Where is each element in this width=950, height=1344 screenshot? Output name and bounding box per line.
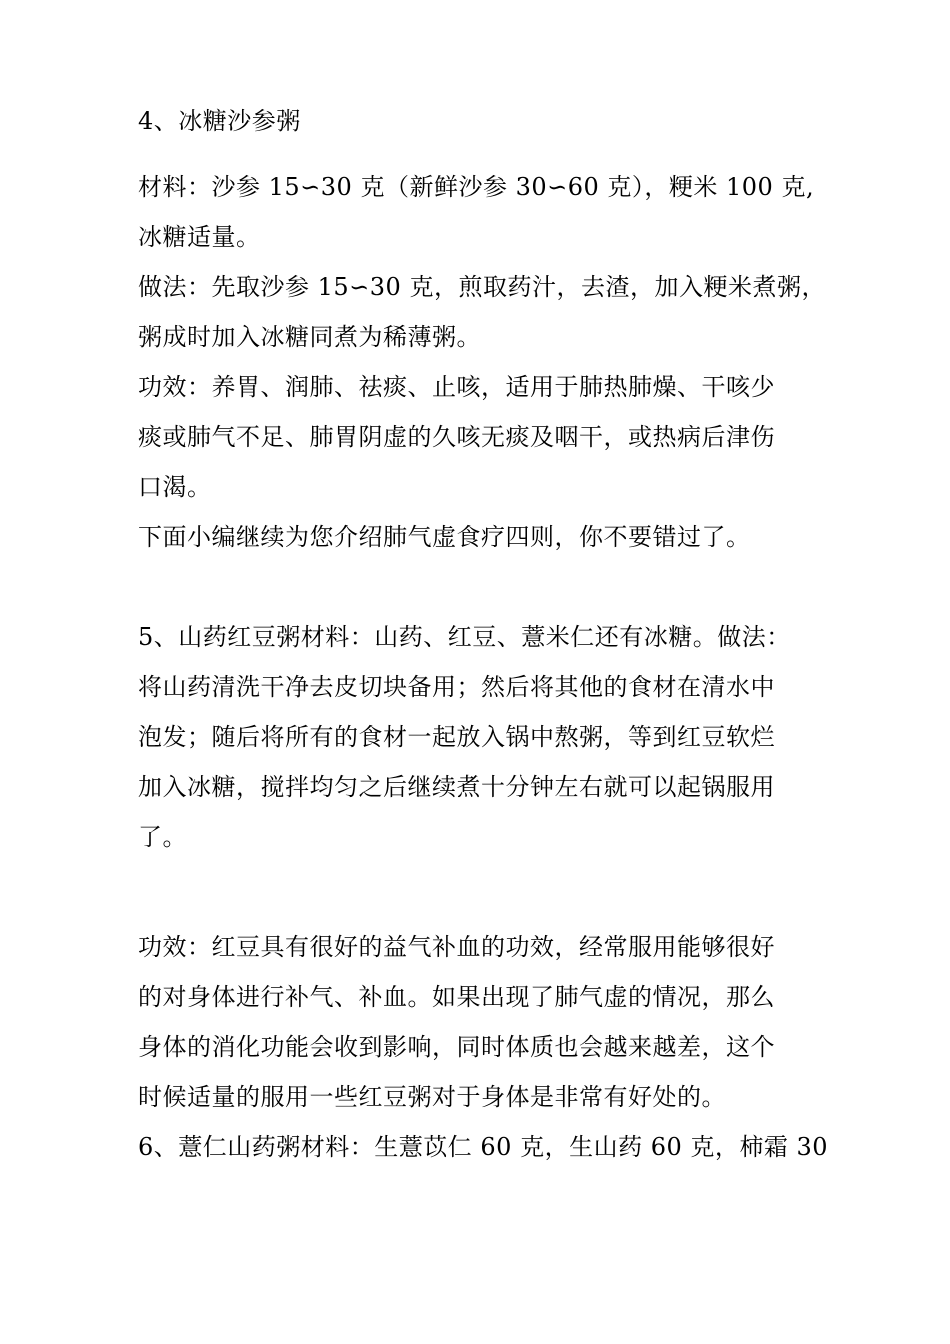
text-line: 了。	[138, 823, 187, 851]
text-line: 功效：红豆具有很好的益气补血的功效，经常服用能够很好	[138, 933, 775, 961]
text-line: 冰糖适量。	[138, 223, 261, 251]
text-line: 加入冰糖，搅拌均匀之后继续煮十分钟左右就可以起锅服用	[138, 773, 775, 801]
text-line: 的对身体进行补气、补血。如果出现了肺气虚的情况，那么	[138, 983, 775, 1011]
text-line: 身体的消化功能会收到影响，同时体质也会越来越差，这个	[138, 1033, 775, 1061]
text-line: 痰或肺气不足、肺胃阴虚的久咳无痰及咽干，或热病后津伤	[138, 423, 775, 451]
text-line: 口渴。	[138, 473, 212, 501]
text-line: 下面小编继续为您介绍肺气虚食疗四则，你不要错过了。	[138, 523, 751, 551]
text-line: 6、薏仁山药粥材料：生薏苡仁 60 克，生山药 60 克，柿霜 30	[138, 1133, 829, 1161]
text-line: 功效：养胃、润肺、祛痰、止咳，适用于肺热肺燥、干咳少	[138, 373, 775, 401]
text-line: 粥成时加入冰糖同煮为稀薄粥。	[138, 323, 481, 351]
text-line: 材料：沙参 15∽30 克（新鲜沙参 30∽60 克），粳米 100 克,	[138, 173, 815, 201]
heading-4: 4、冰糖沙参粥	[138, 107, 301, 135]
text-line: 泡发；随后将所有的食材一起放入锅中熬粥，等到红豆软烂	[138, 723, 775, 751]
text-line: 5、山药红豆粥材料：山药、红豆、薏米仁还有冰糖。做法：	[138, 623, 791, 651]
text-line: 将山药清洗干净去皮切块备用；然后将其他的食材在清水中	[138, 673, 775, 701]
text-line: 时候适量的服用一些红豆粥对于身体是非常有好处的。	[138, 1083, 726, 1111]
text-line: 做法：先取沙参 15∽30 克，煎取药汁，去渣，加入粳米煮粥，	[138, 273, 826, 301]
